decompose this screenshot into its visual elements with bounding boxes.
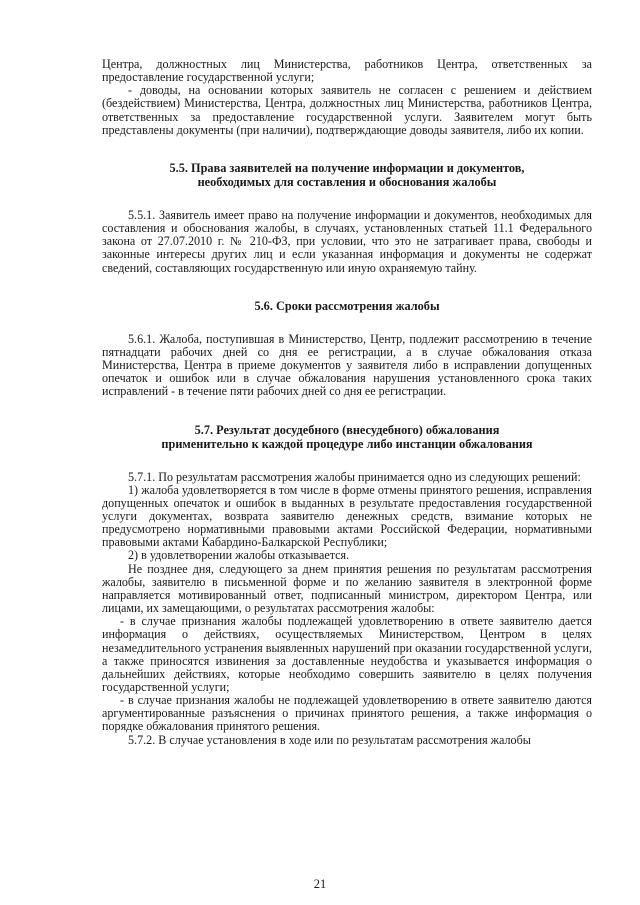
section-5-6-heading [102, 299, 592, 313]
section-5-7-paragraph-7: 5.7.2. В случае установления в ходе или по результатам рассмотрения жалобы [128, 732, 531, 747]
section-5-7-paragraph-2: 1) жалоба удовлетворяется в том числе в форме отмены принятого решения, исправления допущенных опечаток и ошибок в выданных в результате предоставления государственной услуги документах, возврата заявителю денежных средств, взимание которых не предусмотрено нормативными правовыми актами Российской Федерации, нормативными правовыми актами Кабардино-Балкарской Республики; [102, 482, 592, 550]
section-5-6-heading-line: 5.6. Сроки рассмотрения жалобы [254, 298, 440, 313]
section-5-5-heading [102, 161, 592, 189]
section-5-5-heading-line-1: 5.5. Права заявителей на получение информации и документов, [169, 160, 525, 175]
section-5-7-heading-line-1: 5.7. Результат досудебного (внесудебного) обжалования [194, 422, 500, 437]
section-5-7-paragraph-5: - в случае признания жалобы подлежащей удовлетворению в ответе заявителю дается информация о действиях, осуществляемых Министерством, Центром в целях незамедлительного устранения выявленных нарушений при оказании государственной услуги, а также приносятся извинения за доставленные неудобства и указывается информация о дальнейших действиях, которые необходимо совершить заявителю в целях получения государственной услуги; [102, 614, 592, 694]
section-5-7-heading-line-2: применительно к каждой процедуре либо инстанции обжалования [161, 436, 533, 451]
section-5-7-heading [102, 423, 592, 451]
section-5-5-heading-line-2: необходимых для составления и обоснования жалобы [197, 174, 497, 189]
section-5-6-paragraph-1: 5.6.1. Жалоба, поступившая в Министерство, Центр, подлежит рассмотрению в течение пятнадцати рабочих дней со дня ее регистрации, а в случае обжалования отказа Министерства, Центра в приеме документов у заявителя либо в исправлении допущенных опечаток и ошибок или в случае обжалования нарушения установленного срока таких исправлений - в течение пяти рабочих дней со дня ее регистрации. [102, 331, 592, 399]
intro-paragraph-1: Центра, должностных лиц Министерства, работников Центра, ответственных за предоставление государственной услуги; [102, 57, 592, 85]
section-5-7-paragraph-4: Не позднее дня, следующего за днем принятия решения по результатам рассмотрения жалобы, заявителю в письменной форме и по желанию заявителя в электронной форме направляется мотивированный ответ, подписанный министром, директором Центра, или лицами, их замещающими, о результатах рассмотрения жалобы: [102, 561, 592, 616]
intro-paragraph-2: - доводы, на основании которых заявитель не согласен с решением и действием (бездействием) Министерства, Центра, должностных лиц Министерства, работников Центра, ответственных за предоставление государственной услуги. Заявителем могут быть представлены документы (при наличии), подтверждающие доводы заявителя, либо их копии. [102, 83, 592, 137]
section-5-7-paragraph-3: 2) в удовлетворении жалобы отказывается. [128, 548, 350, 563]
section-5-7-paragraph-6: - в случае признания жалобы не подлежащей удовлетворению в ответе заявителю даются аргументированные разъяснения о причинах принятого решения, а также информация о порядке обжалования принятого решения. [102, 693, 592, 734]
section-5-5-paragraph-1: 5.5.1. Заявитель имеет право на получение информации и документов, необходимых для составления и обоснования жалобы, в случаях, установленных статьей 11.1 Федерального закона от 27.07.2010 г. № 210-ФЗ, при условии, что это не затрагивает права, свободы и законные интересы других лиц и если указанная информация и документы не содержат сведений, составляющих государственную или иную охраняемую тайну. [102, 207, 592, 275]
section-5-7-paragraph-1: 5.7.1. По результатам рассмотрения жалобы принимается одно из следующих решений: [128, 469, 581, 484]
page-number: 21 [313, 877, 327, 891]
document-page [102, 58, 592, 747]
